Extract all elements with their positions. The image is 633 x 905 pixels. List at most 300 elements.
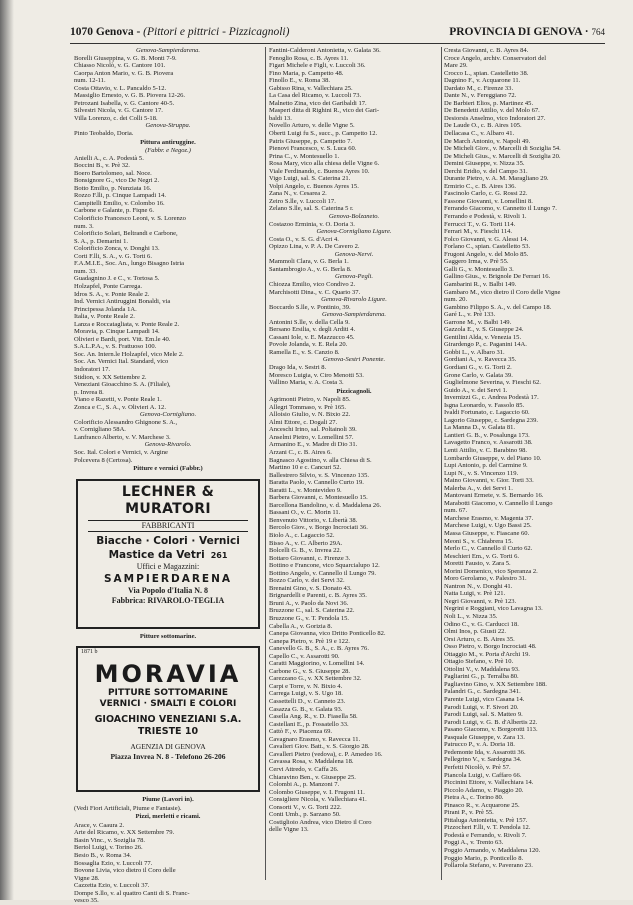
directory-entry: Castellani E., p. Fossatello 33. [269,720,349,728]
directory-entry: Parente Luigi, vico Casana 14. [444,696,525,704]
directory-entry: Crocco L., spian. Castelletto 38. [444,69,529,77]
ad-city: TRIESTE 10 [137,726,199,738]
directory-entry: Casella Ang. R., v. D. Fiasella 58. [269,713,358,721]
directory-entry: Vigne 28. [74,874,100,882]
directory-entry: Negri Giovanni, v. Prè 123. [444,597,517,605]
directory-entry: Costa Ottavio, v. L. Pancaldo 5-12. [74,84,167,92]
directory-entry: Guido A., v. dei Servi 1. [444,386,508,394]
directory-entry: Meoni S., v. Chiabrera 15. [444,537,514,545]
directory-entry: Anielli A., c. A. Podestà 5. [74,154,144,162]
directory-entry: Zeiro S.lle, v. Luccoli 17. [269,197,336,205]
locality-subheading: Genova-Struppa. [145,122,191,130]
directory-entry: Viano e Razetti, v. Ponte Reale 1. [74,396,162,404]
directory-entry: Derchi Eridio, v. del Campo 31. [444,167,528,175]
directory-entry: Carbone G., v. S. Giuseppe 28. [269,667,351,675]
directory-entry: De Benedetti Attilio, v. del Molo 67. [444,107,540,115]
directory-entry: Ballestrero Silvio, v. S. Vincenzo 135. [269,471,369,479]
running-header [70,26,605,42]
ad-tag: 1871 b [81,649,98,656]
directory-entry: Vigo Luigi, sal. S. Caterina 21. [269,175,351,183]
directory-entry: Prina C., v. Montesuello 1. [269,152,340,160]
directory-entry: Durante Pietro, v. A. M. Maragliano 29. [444,175,549,183]
directory-entry: Fassone Giovanni, v. Lomellini 8. [444,197,533,205]
directory-entry: La Manna D., v. Galata 81. [444,424,516,432]
directory-entry: Alloisio Giulio, v. N. Bixio 22. [269,411,351,419]
section-heading: Piume (Lavori in). [142,796,194,804]
directory-entry: Drago Ida, v. Sestri 8. [269,363,327,371]
directory-entry: Caorpa Anton Mario, v. G. B. Piovera [74,69,174,77]
directory-entry: Massiglio Ernesto, v. G. B. Piovera 12-26. [74,92,186,100]
locality-subheading: Genova-Bolzaneto. [328,213,380,221]
directory-entry: Meschieri Em., v. G. Torti 6. [444,552,520,560]
directory-entry: Anceschi Irino, sal. Poltainoli 39. [269,426,357,434]
directory-entry: Carrega Luigi, v. S. Ugo 18. [269,690,343,698]
directory-entry: Corti F.lli, S. A., v. G. Torti 6. [74,252,152,260]
directory-entry: Soc. An. Intern.le Holzapfel, vico Mele 2. [74,350,184,358]
directory-entry: Lupi N., v. S. Vincenzo 119. [444,469,519,477]
directory-entry: Boccardo S.lle, v. Pontinio, 39. [269,303,351,311]
directory-entry: num. 67. [444,507,468,515]
directory-entry: num. 12-11. [74,77,106,85]
directory-entry: Pinasco R., v. Acquarone 25. [444,801,520,809]
directory-entry: Veneziani Gioacchino S. A. (Filiale), [74,381,171,389]
directory-entry: Demini Giuseppe, v. Nizza 35. [444,160,525,168]
header-subtitle: (Pittori e pittrici - Pizzicagnoli) [143,26,290,38]
directory-entry: Mare 29. [444,62,468,70]
ad-mastice: Mastice da Vetri [108,548,205,561]
directory-entry: baldi 13. [269,114,292,122]
header-left: 1070 Genova - (Pittori e pittrici - Pizzicagnoli) [70,26,290,38]
directory-entry: Novello Arturo, v. delle Vigne 5. [269,122,355,130]
directory-entry: Costazoo Erminia, v. O. Doria 3. [269,220,355,228]
directory-entry: Bassani O., v. C. Morin 11. [269,509,341,517]
directory-entry: Girardengo P., c. Paganini 14A. [444,341,527,349]
directory-entry: Carezzano G., v. XX Settembre 32. [269,675,362,683]
directory-entry: Italia, v. Ponte Reale 2. [74,313,135,321]
directory-entry: (Vedi Fiori Artificiali, Piume e Fantasie). [74,804,182,812]
directory-entry: Borelli Giuseppina, v. G. B. Monti 7-9. [74,54,177,62]
directory-entry: Vallino Maria, v. A. Costa 3. [269,379,344,387]
directory-entry: Fantini-Calderoni Antonietta, v. Galata 36. [269,47,381,54]
directory-entry: Casazza G. B., v. Galata 93. [269,705,343,713]
directory-entry: Palandri G., c. Sardegna 341. [444,688,521,696]
directory-entry: Pagliarini G., p. Terralba 80. [444,673,519,681]
directory-entry: Gallino Gius., v. Brignole De Ferrari 16. [444,273,551,281]
header-rule [70,43,605,44]
directory-entry: Ramella E., v. S. Canzio 8. [269,348,340,356]
directory-entry: Cresta Giovanni, c. B. Ayres 84. [444,47,529,54]
directory-entry: Dante N., v. Fereggiano 72. [444,92,517,100]
directory-entry: Pagliavino Gino, v. XX Settembre 188. [444,680,547,688]
directory-entry: Silvestri Nicola, v. G. Cantore 17. [74,107,163,115]
directory-entry: Costa O., v. S. G. d'Acri 4. [269,235,339,243]
directory-entry: Caratti Maggiorino, v. Lomellini 14. [269,660,365,668]
header-province: PROVINCIA DI GENOVA [449,26,582,38]
directory-entry: Costiglioio Andrea, vico Dietro il Coro [269,818,372,826]
directory-entry: Fenoglio Rosa, c. B. Ayres 11. [269,54,349,62]
directory-entry: Cavalleri Pietro (vedova), c. P. Amedeo 16. [269,750,383,758]
column-divider [265,47,266,880]
directory-entry: Moravia, p. Cinque Lampadi 14. [74,328,160,336]
directory-entry: Santambrogio A., v. G. Berla 8. [269,265,352,273]
ad-factory: Fabbrica: RIVAROLO-TEGLIA [111,595,225,605]
directory-entry: Lagorio Giuseppe, c. Sardegna 239. [444,416,538,424]
directory-entry: Pellegrino V., v. Sardegna 34. [444,756,522,764]
directory-entry: Gabisso Rina, v. Vallechiara 25. [269,84,353,92]
directory-entry: Canepa Pietro, v. Prè 19 e 122. [269,637,350,645]
directory-entry: Poggio Armando, v. Maddalena 120. [444,846,541,854]
directory-entry: delle Vigne 13. [269,826,309,834]
directory-entry: Podestà e Ferrando, v. Rivoli 7. [444,831,527,839]
directory-entry: Colombi A., p. Manzoni 7. [269,781,340,789]
directory-entry: Gordiani G., v. G. Torti 2. [444,363,512,371]
directory-entry: Armanino E., v. Madre di Dio 31. [269,441,358,449]
directory-entry: Negrini e Roggiani, vico Lavagna 13. [444,605,543,613]
directory-entry: Canevello G. B., S. A., c. B. Ayres 76. [269,645,369,653]
directory-entry: Boero Bartolomeo, sal. Noce. [74,169,152,177]
directory-entry: Cavassa Rosa, v. Maddalena 18. [269,758,354,766]
directory-entry: Barbera Giovanni, c. Montesuello 15. [269,494,368,502]
directory-entry: Stidion, v. XX Settembre 2. [74,373,147,381]
directory-entry: Zana N., v. Cesarea 2. [269,190,327,198]
directory-entry: Bottaro Giovanni, c. Firenze 3. [269,554,351,562]
directory-entry: v. Cornigliano 58A. [74,426,126,434]
directory-entry: Pasano Giacomo, v. Borgorotti 113. [444,726,538,734]
directory-entry: Opizzo Lina, v. P. A. De Cavero 2. [269,243,360,251]
directory-entry: Gentilini Alda, v. Venezia 15. [444,333,522,341]
section-heading: Pittura antiruggine. [140,138,196,146]
directory-entry: Lupi Antonio, p. del Carmine 9. [444,462,528,470]
header-right: PROVINCIA DI GENOVA · 764 [449,26,605,38]
directory-entry: Martino 10 e c. Cancuri 52. [269,464,342,472]
directory-entry: Cervi Attredo, v. Caffa 26. [269,765,339,773]
directory-entry: Cattò F., v. Piacenza 69. [269,728,333,736]
directory-entry: Figari Michele e Figli, v. Luccoli 36. [269,62,366,70]
directory-entry: Poggio Mario, p. Ponticello 8. [444,854,524,862]
directory-entry: Pinto Teobaldo, Doria. [74,130,134,138]
locality-subheading: Genova-Nervi. [334,250,374,258]
directory-entry: Pienovi Francesco, v. S. Luca 60. [269,145,357,153]
directory-entry: Croce Angelo, archiv. Conservatori del [444,54,547,62]
ad-agency: AGENZIA DI GENOVA [130,742,206,752]
directory-entry: Natta Luigi, v. Prè 121. [444,590,506,598]
directory-entry: Bottino e Francone, vico Squarcialupo 12. [269,562,380,570]
page-number: 1070 [70,26,93,38]
directory-entry: Arzani C., c. B. Aires 6. [269,448,332,456]
directory-entry: Fascinolo Carlo, c. G. Rossi 22. [444,190,528,198]
directory-entry: Soc. An. Vernici Ital. Standard, vico [74,358,169,366]
directory-entry: Parodi Luigi, v. G. B. d'Albertis 22. [444,718,538,726]
directory-entry: Besio B., v. Roma 34. [74,852,132,859]
directory-entry: Oberti Luigi fu S., succ., p. Campetto 12. [269,130,378,138]
directory-entry: Povole Jolanda, v. E. Rela 20. [269,341,348,349]
directory-entry: Patris Giuseppe, p. Campetto 7. [269,137,353,145]
directory-entry: Mantovani Ermete, v. S. Bernardo 16. [444,492,544,500]
directory-entry: Fino Maria, p. Campetto 48. [269,69,344,77]
directory-entry: Guadagnino J. e C., v. Tortosa 5. [74,275,160,283]
directory-entry: Arace, v. Caaura 2. [74,821,125,829]
directory-entry: Villa Lorenzo, c. dei Colli 5-18. [74,114,158,122]
ad-address: Piazza Invrea N. 8 - Telefono 26-206 [110,751,226,761]
directory-entry: Bisso A., v. C. Alberto 29A. [269,539,343,547]
header-right-page: 764 [591,27,605,37]
directory-entry: Consorti V., v. G. Torti 222. [269,803,342,811]
directory-entry: Odino C., v. G. Carducci 18. [444,620,519,628]
locality-subheading: Genova-Rivarolo Ligure. [321,296,387,304]
directory-entry: vesco 35. [74,897,99,905]
directory-entry: num. 20. [444,296,468,304]
directory-entry: Dompe S.llo, v. al quattro Canti di S. Franc- [74,889,190,897]
directory-entry: Viale Ferdinando, c. Buenos Ayres 10. [269,167,370,175]
ad-offices: Uffici e Magazzini: [136,561,200,571]
directory-entry: Pedemonte Ida, v. Assarotti 36. [444,748,526,756]
directory-entry: Patrucco P., v. A. Doria 18. [444,741,515,749]
ad-products: Biacche · Colori · Vernici [96,534,240,547]
column-2 [269,47,439,880]
ad-street: Via Popolo d'Italia N. 8 [128,585,208,595]
locality-subheading: Genova-Pegli. [335,273,373,281]
directory-entry: Polcevera 8 (Certosa). [74,456,133,464]
directory-entry: Gambarini R., v. Balbi 149. [444,280,517,288]
section-heading: Pitture e vernici (Fabbr.) [133,465,203,473]
directory-entry: Olmi Inos, p. Giusti 22. [444,628,507,636]
directory-entry: Malnetto Zina, vico dei Garibaldi 17. [269,99,367,107]
directory-entry: Pittaluga Antonietta, v. Prè 157. [444,816,528,824]
directory-entry: Piccinini Ettore, v. Vallechiara 14. [444,779,534,787]
directory-entry: Boccini B., v. Prè 32. [74,162,130,170]
directory-entry: Consigliere Nicola, v. Vallechiara 41. [269,796,367,804]
ad-mastice-row [80,548,256,562]
directory-entry: Frugoni Angelo, v. del Molo 85. [444,250,529,258]
directory-entry: Chiaravino Ben., v. Giuseppe 25. [269,773,356,781]
directory-entry: Guglielmone Severina, v. Fieschi 62. [444,379,541,387]
directory-entry: Biolo A., c. Lagaccio 52. [269,532,335,539]
directory-entry: Zelano S.lle, sal. S. Caterina 5 r. [269,205,354,213]
directory-entry: Folco Giovanni, v. G. Alessi 14. [444,235,529,243]
directory-entry: Desiorsis Anselmo, vico Indoratori 27. [444,114,546,122]
ad-city: SAMPIERDARENA [103,572,232,585]
directory-entry: Ind. Vernici Antiruggini Bonaldi, via [74,298,171,306]
directory-entry: Bruni A., v. Paolo da Novi 36. [269,599,349,607]
directory-entry: Lavagetto Franco, v. Assarotti 38. [444,439,533,447]
section-heading: Pitture sottomarine. [139,632,197,640]
directory-entry: Bozzo Carlo, v. dei Servi 32. [269,577,345,585]
ad-company: GIOACHINO VENEZIANI S.A. [94,714,242,726]
directory-entry: De March Antonio, v. Napoli 49. [444,137,531,145]
directory-entry: Pollarola Stefano, v. Paverano 23. [444,862,533,870]
directory-entry: Chiozza Emilio, vico Condivo 2. [269,280,356,288]
directory-entry: Allegri Tommaso, v. Prè 165. [269,403,347,411]
directory-entry: Ottaggio M., v. Porta d'Archi 19. [444,650,531,658]
directory-entry: Baratta Paolo, v. Cannello Curto 19. [269,479,364,487]
directory-entry: Noli L., v. Nizza 35. [444,613,498,621]
directory-entry: De Micheli Giov., v. Marcelli di Soziglia 54. [444,145,561,153]
directory-entry: Massa Giuseppe, v. Fiascane 60. [444,530,530,537]
directory-entry: Galli G., v. Montesuello 3. [444,265,514,273]
directory-entry: Ferrando e Podestà, v. Rivoli 1. [444,213,527,221]
directory-entry: Canepa Giovanna, vico Dritto Ponticello 82. [269,630,386,638]
directory-entry: Barcellona Bandolino, v. d. Maddalena 26. [269,501,382,509]
ad-brand: MORAVIA [94,660,242,689]
directory-entry: Chiasso Nicolò, v. G. Cantore 101. [74,62,166,70]
directory-entry: num. 3. [74,222,94,230]
directory-entry: Garrone M., v. Balbi 149. [444,318,512,326]
directory-entry: Dardato M., c. Firenze 33. [444,84,514,92]
directory-entry: Moro Gerolamo, v. Palestro 31. [444,575,527,583]
locality-subheading: Genova-Cornigliano. [139,411,197,419]
directory-entry: Campitelli Emilio, v. Colombo 16. [74,199,165,207]
directory-entry: Bersano Ersilia, v. degli Arditi 4. [269,326,356,334]
directory-entry: Pirani P., v. Prè 55. [444,809,494,817]
directory-entry: Bagnasco Agostino, v. alla Chiesa di S. [269,456,372,464]
directory-entry: Parodi Luigi, sal. S. Matteo 9. [444,711,523,719]
column-divider [441,47,442,880]
directory-entry: Gazzola E., v. S. Giuseppe 24. [444,326,524,334]
directory-entry: Maino Giovanni, v. Gior. Torti 33. [444,477,534,485]
directory-entry: Dellacasa C., v. Albaro 41. [444,130,515,138]
directory-entry: Cavalieri Giov. Batt., v. S. Giorgio 28. [269,743,370,751]
directory-entry: Ivaldi Fortunato, c. Lagaccio 60. [444,409,530,417]
directory-entry: Brignardelli e Parenti, c. B. Ayres 35. [269,592,367,600]
directory-entry: Colorificio Alessandro Ghignone S. A., [74,418,178,426]
directory-entry: Pietra A., c. Torino 80. [444,794,504,802]
locality-subheading: Genova-Sestri Ponente. [322,356,386,364]
directory-entry: Bertol Luigi, v. Torino 26. [74,844,143,852]
directory-entry: Basin Vinc., v. Soziglia 78. [74,836,146,844]
directory-entry: Bossaglia Ezio, v. Luccoli 77. [74,859,153,867]
ad-line-2: VERNICI · SMALTI E COLORI [99,699,237,710]
directory-entry: Agrimonti Pietro, v. Napoli 85. [269,396,351,404]
directory-entry: Botto Emilio, p. Nunziata 16. [74,184,152,192]
directory-entry: Gambino Filippo S. A., v. del Campo 18. [444,303,552,311]
directory-entry: De Micheli Gius., v. Marcelli di Soziglia 20. [444,152,561,160]
directory-entry: Masperi ditta di Righini R., vico dei Gari- [269,107,380,115]
header-city: Genova [95,26,134,38]
directory-entry: Lanfranco Alberto, v. V. Marchese 3. [74,433,171,441]
directory-entry: Ermirio C., c. B. Aires 136. [444,182,517,190]
locality-subheading: Genova-Rivarolo. [144,441,192,449]
directory-entry: Cazzetta Ezio, v. Luccoli 37. [74,882,150,890]
directory-entry: Pasquale Giuseppe, v. Zara 13. [444,733,525,741]
directory-entry: Carpi e Torre, v. N. Bixio 4. [269,682,343,690]
ad-line-1: PITTURE SOTTOMARINE [107,688,229,699]
directory-entry: Colombo Giuseppe, v. I. Frugoni 11. [269,788,365,796]
directory-entry: Zonca e C., S. A., v. Olivieri A. 12. [74,403,166,411]
directory-entry: Lombardo Giuseppe, v. del Piano 10. [444,454,542,462]
directory-entry: Cavagnaro Erasmo, v. Ravecca 11. [269,735,361,743]
directory-entry: Arte del Ricamo, v. XX Settembre 79. [74,829,175,837]
locality-subheading: (Fabbr. e Negoz.) [145,147,191,155]
directory-entry: Gobbi L., v. Albaro 31. [444,348,505,356]
directory-entry: Morini Domenico, vico Speranza 2. [444,567,538,575]
directory-entry: Brenaini Gino, v. S. Donato 43. [269,584,352,592]
directory-entry: Bottino Angelo, v. Cannello il Lungo 79. [269,569,377,577]
directory-entry: p. Invrea 8. [74,388,104,396]
directory-entry: Capello C., v. Assarotti 90. [269,652,340,660]
directory-entry: Bercolo Giov., v. Borgo Incrociati 36. [269,524,368,532]
directory-entry: Cassani Iole, v. E. Mazzucco 45. [269,333,355,341]
directory-entry: Carbone e Galante, p. Fiqne 6. [74,207,154,215]
directory-entry: Principessa Jolanda 1A. [74,305,137,313]
directory-entry: Marchisotti Dina., v. C. Quario 37. [269,288,361,296]
directory-entry: Ferrando Giacomo, v. Cannetto il Lungo 7. [444,205,557,213]
directory-entry: Soc. Ital. Colori e Vernici, v. Argine [74,448,168,456]
directory-entry: Garé L., v. Prè 133. [444,311,496,319]
directory-entry: Baratti L., v. Montevideo 9. [269,486,342,494]
directory-entry: Indoratori 17. [74,365,110,373]
directory-entry: Moresco Luigia, v. Ciro Menotti 53. [269,371,364,379]
ad-rule [88,520,248,532]
directory-entry: Forlano C., spian. Castelletto 53. [444,243,531,251]
directory-entry: Lenti Attilio, v. C. Barabino 98. [444,446,528,454]
section-heading: Pizzi, merletti e ricami. [135,813,201,821]
column-1 [74,47,262,905]
directory-entry: Rozzo F.lli, p. Cinque Lampadi 14. [74,192,167,200]
section-heading: Pizzicagnoli. [336,387,372,395]
directory-entry: La Casa del Ricamo, v. Luccoli 73. [269,92,362,100]
directory-entry: Lanza e Roccatagliata, v. Ponte Reale 2. [74,320,180,328]
directory-entry: Grone Carlo, v. Galata 39. [444,371,513,379]
directory-entry: Piccolo Adamo, v. Piaggio 20. [444,786,524,794]
locality-subheading: Genova-Sampierdarena. [135,47,201,54]
directory-entry: Dagnino F., v. Acquarone 11. [444,77,521,85]
directory-entry: Bruzzone C., sal. S. Caterina 22. [269,607,355,615]
directory-entry: Rosa Mary, vico alla chiesa delle Vigne 6. [269,160,380,168]
directory-entry: Bruzzone G., v. T. Pendola 15. [269,615,350,623]
directory-entry: Antonini S.lle, v. della Cella 9. [269,318,350,326]
directory-entry: Cassettelli D., v. Canneto 23. [269,698,346,706]
directory-entry: Ferrucci T., v. G. Torti 114. [444,220,516,228]
directory-entry: Nantron N., v. Donghi 41. [444,582,513,590]
ad-role: FABBRICANTI [141,520,195,530]
directory-entry: Benvenuto Vittorio, v. Libertà 38. [269,516,358,524]
directory-entry: Finollo E., v. Roma 38. [269,77,331,85]
directory-entry: Gambaro M., vico dietro il Coro delle Vigne [444,288,561,296]
directory-entry: Marabotti Giacomo, v. Cannello il Lungo [444,499,553,507]
directory-entry: Mammoli Clara, v. G. Berla 1. [269,258,349,266]
directory-entry: Almi Ettore, c. Dogali 27. [269,418,338,426]
directory-entry: Parodi Luigi, v. F. Sivori 20. [444,703,519,711]
directory-entry: Malerba A., v. dei Servi 1. [444,484,513,492]
directory-entry: Petrozani Isabella, v. G. Cantore 40-5. [74,99,175,107]
directory-entry: De Laude O., c. B. Aires 105. [444,122,522,130]
advertisement-lechner-muratori [76,479,260,629]
directory-entry: Piancola Luigi, v. Caffaro 66. [444,771,522,779]
ad-company-name: LECHNER & MURATORI [121,483,215,517]
directory-entry: Bonsignore G., vico De Negri 2. [74,177,160,185]
directory-entry: Bolcelli G. B., v. Invrea 22. [269,547,342,555]
directory-entry: Conti Umb., p. Sarzano 50. [269,811,341,819]
directory-entry: S. A., p. Demarini 1. [74,237,129,245]
directory-entry: S.A.L.P.A., v. S. Frattuoso 100. [74,343,157,351]
directory-entry: Perfetti Nicolò, v. Prè 57. [444,763,511,771]
binding-shadow [0,0,14,900]
directory-entry: Invernizzi G., c. Andrea Podestà 17. [444,394,539,402]
directory-entry: Colorificio Zonca, v. Donghi 13. [74,245,160,253]
directory-entry: Merlo C., v. Cannello il Curto 62. [444,545,533,553]
directory-entry: Gaggero Irma, v. Prè 55. [444,258,509,266]
ad-code: 261 [210,550,228,560]
directory-entry: Marchese Erasmo, v. Magenta 37. [444,514,534,522]
directory-entry: Gordiani A., v. Ravecca 35. [444,356,517,364]
directory-entry: Lantieri G. B., v. Posalunga 173. [444,431,530,439]
directory-entry: Cabella A., v. Gorizia 8. [269,622,333,630]
advertisement-moravia [76,646,260,792]
directory-entry: Marchese Luigi, v. Ugo Bassi 25. [444,522,532,530]
directory-entry: Moretti Fausto, v. Zara 5. [444,560,511,568]
directory-entry: Holzapfel, Ponte Carrega. [74,282,142,290]
directory-entry: Pizzocheri F.lli, v. T. Pendola 12. [444,824,531,832]
